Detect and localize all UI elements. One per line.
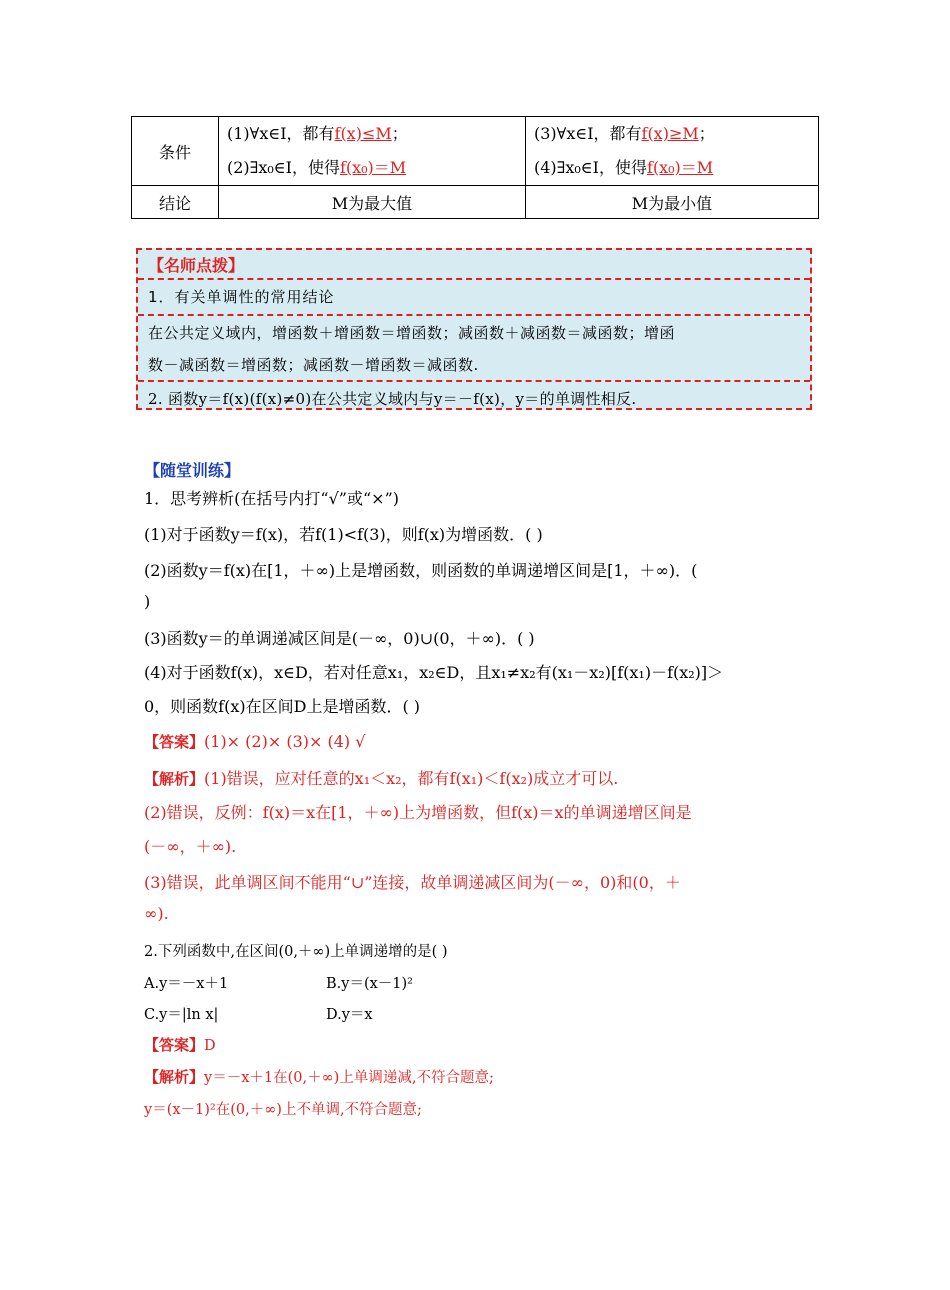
analysis-text: y＝－x＋1在(0,＋∞)上单调递减,不符合题意; [204, 1070, 494, 1086]
analysis-tag: 【解析】 [144, 1068, 205, 1086]
question-title: 2.下列函数中,在区间(0,＋∞)上单调递增的是( ) [144, 944, 448, 960]
teacher-tip-box [136, 248, 812, 410]
answer-text: (1)× (2)× (3)× (4) √ [204, 732, 366, 751]
condition-table [131, 116, 819, 219]
tip-item-text: 在公共定义域内，增函数＋增函数＝增函数；减函数＋减函数＝减函数；增函 [148, 324, 676, 342]
analysis-tag: 【解析】 [144, 770, 205, 788]
condition-text: (3)∀x∈I，都有 [534, 124, 642, 143]
answer-line [144, 1034, 216, 1055]
answer-text: f(x)≤M [334, 124, 392, 143]
table-cell-min-conclusion: M为最小值 [526, 186, 819, 219]
option-c: C.y＝|ln x| [144, 1007, 219, 1023]
option-d: D.y＝x [326, 1007, 373, 1023]
analysis-line: (2)错误，反例：f(x)＝x在[1，＋∞)上为增函数，但f(x)＝x的单调递增区间是 [144, 803, 692, 822]
analysis-line: (3)错误，此单调区间不能用“∪”连接，故单调递减区间为(－∞，0)和(0，＋ [144, 873, 681, 892]
analysis-line [144, 1066, 494, 1087]
answer-tag: 【答案】 [144, 733, 205, 751]
question-item: (1)对于函数y＝f(x)，若f(1)<f(3)，则f(x)为增函数．( ) [144, 525, 543, 544]
tip-item-title: 1．有关单调性的常用结论 [148, 288, 335, 306]
answer-text: f(x₀)＝M [646, 158, 714, 177]
condition-text: (4)∃x₀∈I，使得 [534, 158, 647, 177]
tip-divider [138, 380, 810, 382]
analysis-line: y＝(x－1)²在(0,＋∞)上不单调,不符合题意; [144, 1102, 422, 1118]
answer-line [144, 731, 365, 752]
condition-line [534, 151, 810, 185]
question-title: 1．思考辨析(在括号内打“√”或“×”) [144, 489, 399, 508]
analysis-line: ∞). [144, 904, 169, 923]
table-label-condition: 条件 [132, 117, 219, 186]
question-item: (3)函数y＝的单调递减区间是(－∞，0)∪(0，＋∞)．( ) [144, 629, 535, 648]
practice-tag: 【随堂训练】 [144, 461, 241, 480]
answer-tag: 【答案】 [144, 1036, 205, 1054]
answer-text: f(x)≥M [641, 124, 699, 143]
option-b: B.y＝(x－1)² [326, 976, 413, 992]
table-cell-max-conclusion: M为最大值 [219, 186, 526, 219]
option-a: A.y＝－x＋1 [144, 976, 229, 992]
tip-divider [138, 314, 810, 316]
condition-line [227, 117, 517, 151]
condition-line [227, 151, 517, 185]
answer-text: D [204, 1038, 216, 1054]
question-item: 0，则函数f(x)在区间D上是增函数．( ) [144, 697, 421, 716]
question-item: (4)对于函数f(x)，x∈D，若对任意x₁，x₂∈D，且x₁≠x₂有(x₁－x₂)[f(x₁)－f(x₂)]＞ [144, 663, 724, 682]
question-item: (2)函数y＝f(x)在[1，＋∞)上是增函数，则函数的单调递增区间是[1，＋∞)．( [144, 561, 698, 580]
condition-text: (2)∃x₀∈I，使得 [227, 158, 340, 177]
tip-item-text: 数－减函数＝增函数；减函数－增函数＝减函数. [148, 356, 479, 374]
answer-text: f(x₀)＝M [339, 158, 407, 177]
analysis-text: (1)错误，应对任意的x₁＜x₂，都有f(x₁)＜f(x₂)成立才可以. [204, 769, 619, 788]
table-cell-min-conditions [526, 117, 819, 186]
question-item: ) [144, 592, 151, 611]
table-label-conclusion: 结论 [132, 186, 219, 219]
punctuation: ； [391, 124, 408, 143]
analysis-line [144, 766, 618, 789]
tip-item-text: 2. 函数y＝f(x)(f(x)≠0)在公共定义域内与y＝－f(x)，y＝的单调性相反. [148, 390, 637, 408]
condition-text: (1)∀x∈I，都有 [227, 124, 335, 143]
table-row [132, 117, 819, 186]
condition-line [534, 117, 810, 151]
punctuation: ； [698, 124, 715, 143]
tip-tag: 【名师点拨】 [148, 256, 245, 275]
table-row [132, 186, 819, 219]
analysis-line: (－∞，＋∞). [144, 837, 237, 856]
tip-divider [138, 278, 810, 280]
table-cell-max-conditions [219, 117, 526, 186]
